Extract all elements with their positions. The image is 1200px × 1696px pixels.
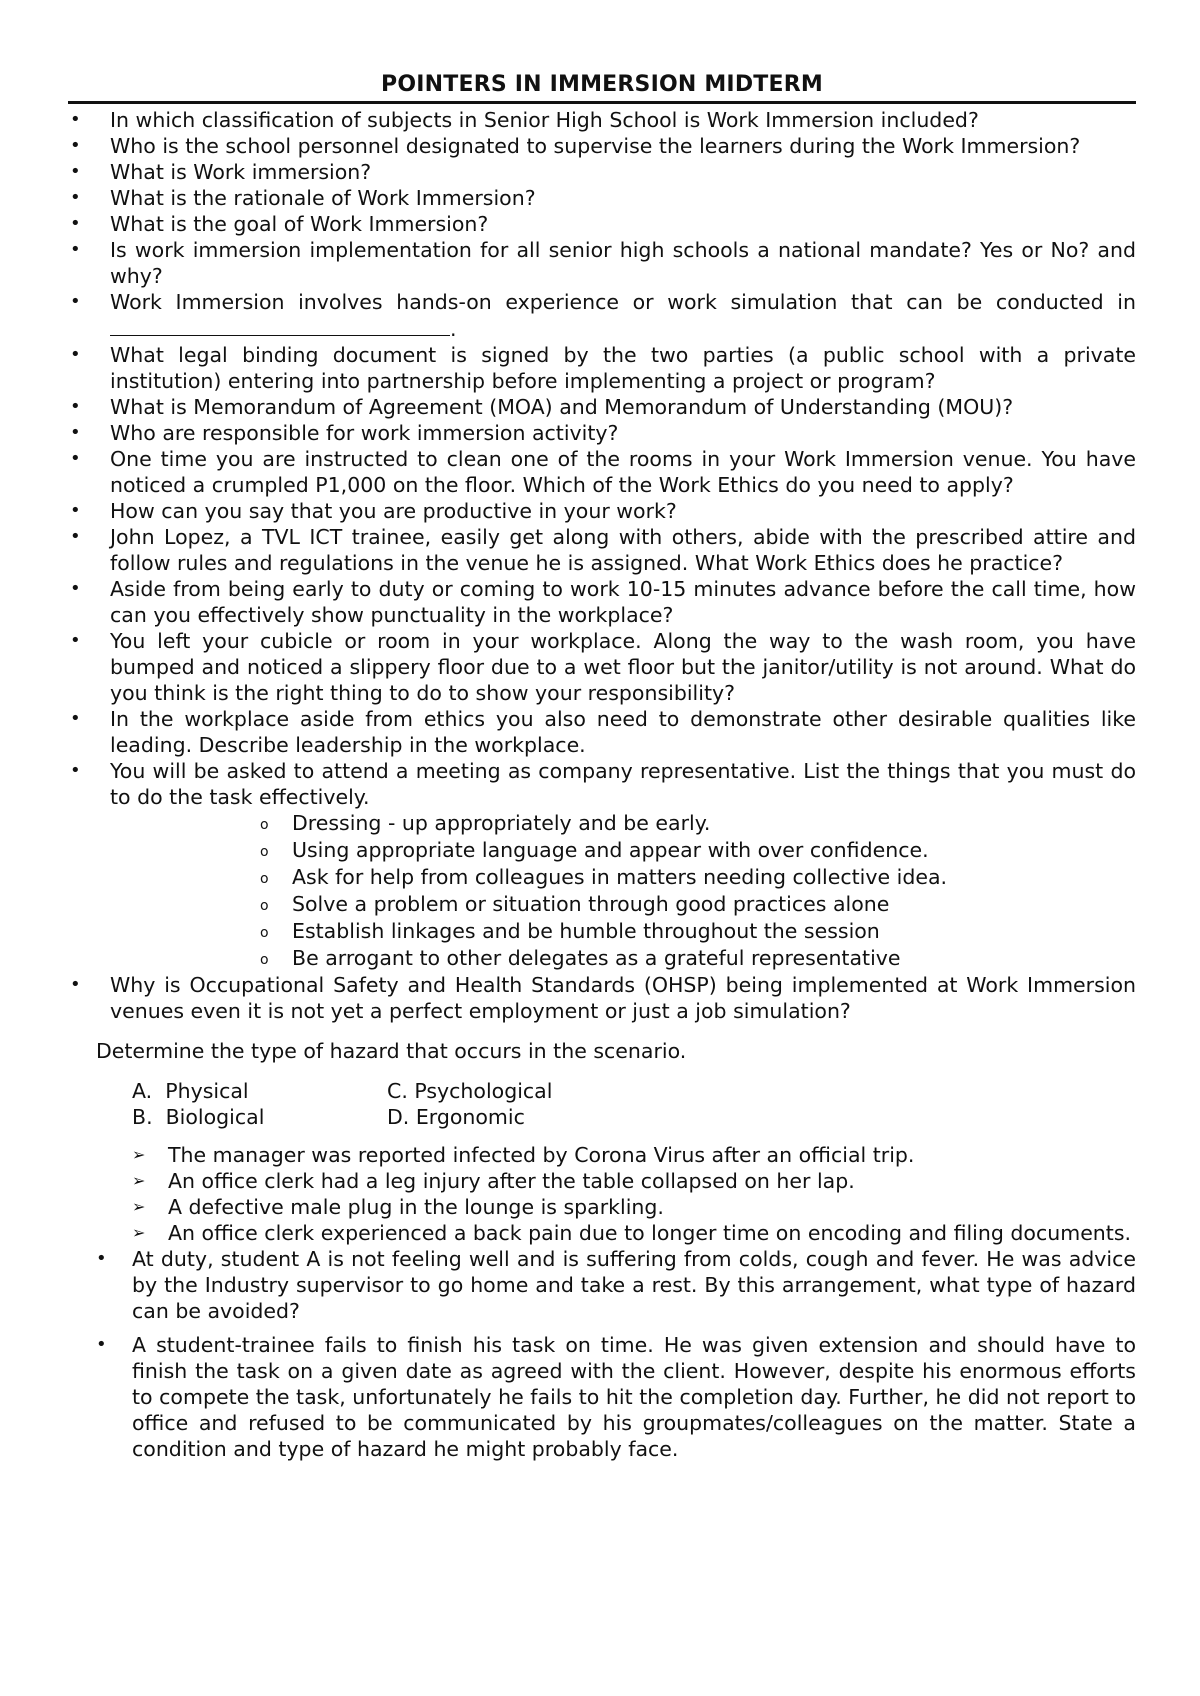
bullet-icon: • <box>70 109 81 130</box>
bullet-icon: • <box>70 708 81 729</box>
bullet-icon: • <box>70 422 81 443</box>
hazard-choice: A. Physical <box>132 1079 249 1103</box>
meeting-option: o Using appropriate language and appear with over confidence. <box>260 837 1136 864</box>
meeting-option-list <box>110 810 1136 972</box>
title-underline <box>68 101 1136 104</box>
question-item: • Aside from being early to duty or coming to work 10-15 minutes advance before the call time, how can you effectively show punctuality in the workplace? <box>70 577 1136 627</box>
hazard-scenario-list <box>96 1142 1136 1246</box>
bullet-icon: • <box>70 135 81 156</box>
bullet-icon: • <box>70 760 81 781</box>
question-item: • Why is Occupational Safety and Health Standards (OHSP) being implemented at Work Immersion venues even it is not yet a perfect employment or just a job simulation? <box>70 973 1136 1023</box>
question-item: • What is the goal of Work Immersion? <box>70 212 489 236</box>
circle-bullet-icon: o <box>260 952 269 968</box>
bullet-icon: • <box>70 344 81 365</box>
question-item: • What legal binding document is signed by the two parties (a public school with a private institution) entering into partnership before implementing a project or program? <box>70 343 1136 393</box>
bullet-icon: • <box>70 396 81 417</box>
circle-bullet-icon: o <box>260 817 269 833</box>
bullet-icon: • <box>70 448 81 469</box>
bullet-icon: • <box>70 187 81 208</box>
bullet-icon: • <box>96 1334 107 1355</box>
question-item: • At duty, student A is not feeling well and is suffering from colds, cough and fever. He was advice by the Industry supervisor to go home and take a rest. By this arrangement, what type of hazard can be avoided? <box>96 1247 1136 1323</box>
question-item: • Who is the school personnel designated to supervise the learners during the Work Immersion? <box>70 134 1081 158</box>
arrow-bullet-icon: ➢ <box>132 1223 146 1242</box>
question-item: • What is the rationale of Work Immersion? <box>70 186 536 210</box>
arrow-bullet-icon: ➢ <box>132 1197 146 1216</box>
hazard-choice: C. Psychological <box>387 1079 553 1103</box>
question-item: • A student-trainee fails to finish his task on time. He was given extension and should have to finish the task on a given date as agreed with the client. However, despite his enormous efforts to compete the task, unfortunately he fails to hit the completion day. Further, he did not report to office and refused to be communicated by his groupmates/colleagues on the matter. State a condition and type of hazard he might probably face. <box>96 1333 1136 1461</box>
hazard-choice: B. Biological <box>132 1105 265 1129</box>
bullet-icon: • <box>70 526 81 547</box>
page-title: POINTERS IN IMMERSION MIDTERM <box>381 72 823 97</box>
meeting-option: o Solve a problem or situation through good practices alone <box>260 891 1136 918</box>
final-question-list <box>68 1246 1136 1462</box>
hazard-scenario: ➢ The manager was reported infected by Corona Virus after an official trip. <box>132 1143 915 1167</box>
hazard-choices <box>96 1078 1136 1130</box>
hazard-scenario: ➢ An office clerk had a leg injury after the table collapsed on her lap. <box>132 1169 855 1193</box>
arrow-bullet-icon: ➢ <box>132 1145 146 1164</box>
hazard-choice: D. Ergonomic <box>387 1105 525 1129</box>
bullet-icon: • <box>70 974 81 995</box>
hazard-instruction: Determine the type of hazard that occurs in the scenario. <box>96 1039 687 1063</box>
circle-bullet-icon: o <box>260 844 269 860</box>
meeting-option: o Ask for help from colleagues in matters needing collective idea. <box>260 864 1136 891</box>
answer-blank <box>110 315 450 336</box>
hazard-scenario: ➢ A defective male plug in the lounge is sparkling. <box>132 1195 664 1219</box>
meeting-option: o Be arrogant to other delegates as a grateful representative <box>260 945 1136 972</box>
question-item: • Who are responsible for work immersion activity? <box>70 421 619 445</box>
question-item: • What is Work immersion? <box>70 160 372 184</box>
meeting-option: o Dressing - up appropriately and be early. <box>260 810 1136 837</box>
question-item: • One time you are instructed to clean one of the rooms in your Work Immersion venue. You have noticed a crumpled P1,000 on the floor. Which of the Work Ethics do you need to apply? <box>70 447 1136 497</box>
question-item: • You left your cubicle or room in your workplace. Along the way to the wash room, you have bumped and noticed a slippery floor due to a wet floor but the janitor/utility is not around. What do you think is the right thing to do to show your responsibility? <box>70 629 1136 705</box>
bullet-icon: • <box>70 161 81 182</box>
content <box>68 107 1136 1462</box>
bullet-icon: • <box>70 500 81 521</box>
hazard-scenario: ➢ An office clerk experienced a back pain due to longer time on encoding and filing documents. <box>132 1221 1132 1245</box>
question-item: • In the workplace aside from ethics you also need to demonstrate other desirable qualities like leading. Describe leadership in the workplace. <box>70 707 1136 757</box>
bullet-icon: • <box>70 213 81 234</box>
hazard-section <box>68 1038 1136 1246</box>
question-item: • What is Memorandum of Agreement (MOA) and Memorandum of Understanding (MOU)? <box>70 395 1014 419</box>
bullet-icon: • <box>70 578 81 599</box>
circle-bullet-icon: o <box>260 871 269 887</box>
question-item: • How can you say that you are productive in your work? <box>70 499 677 523</box>
question-item: • In which classification of subjects in Senior High School is Work Immersion included? <box>70 108 979 132</box>
bullet-icon: • <box>96 1248 107 1269</box>
arrow-bullet-icon: ➢ <box>132 1171 146 1190</box>
bullet-icon: • <box>70 630 81 651</box>
meeting-option: o Establish linkages and be humble throughout the session <box>260 918 1136 945</box>
question-list <box>68 107 1136 1024</box>
question-item: • You will be asked to attend a meeting as company representative. List the things that you must do to do the task effectively. o Dressing - up appropriately and be early. o Using appropriate language and appear with over confidence. o Ask for help from colleagues in matters needing collective idea. o Solve a problem or situation through good practices alone o Establish linkages and be humble throughout the session o Be arrogant to other delegates as a grateful representative <box>68 758 1136 972</box>
question-item: • Work Immersion involves hands-on experience or work simulation that can be conducted in . <box>70 290 1136 341</box>
question-item: • Is work immersion implementation for all senior high schools a national mandate? Yes or No? and why? <box>70 238 1136 288</box>
circle-bullet-icon: o <box>260 925 269 941</box>
bullet-icon: • <box>70 291 81 312</box>
question-item: • John Lopez, a TVL ICT trainee, easily get along with others, abide with the prescribed attire and follow rules and regulations in the venue he is assigned. What Work Ethics does he practice? <box>70 525 1136 575</box>
circle-bullet-icon: o <box>260 898 269 914</box>
bullet-icon: • <box>70 239 81 260</box>
